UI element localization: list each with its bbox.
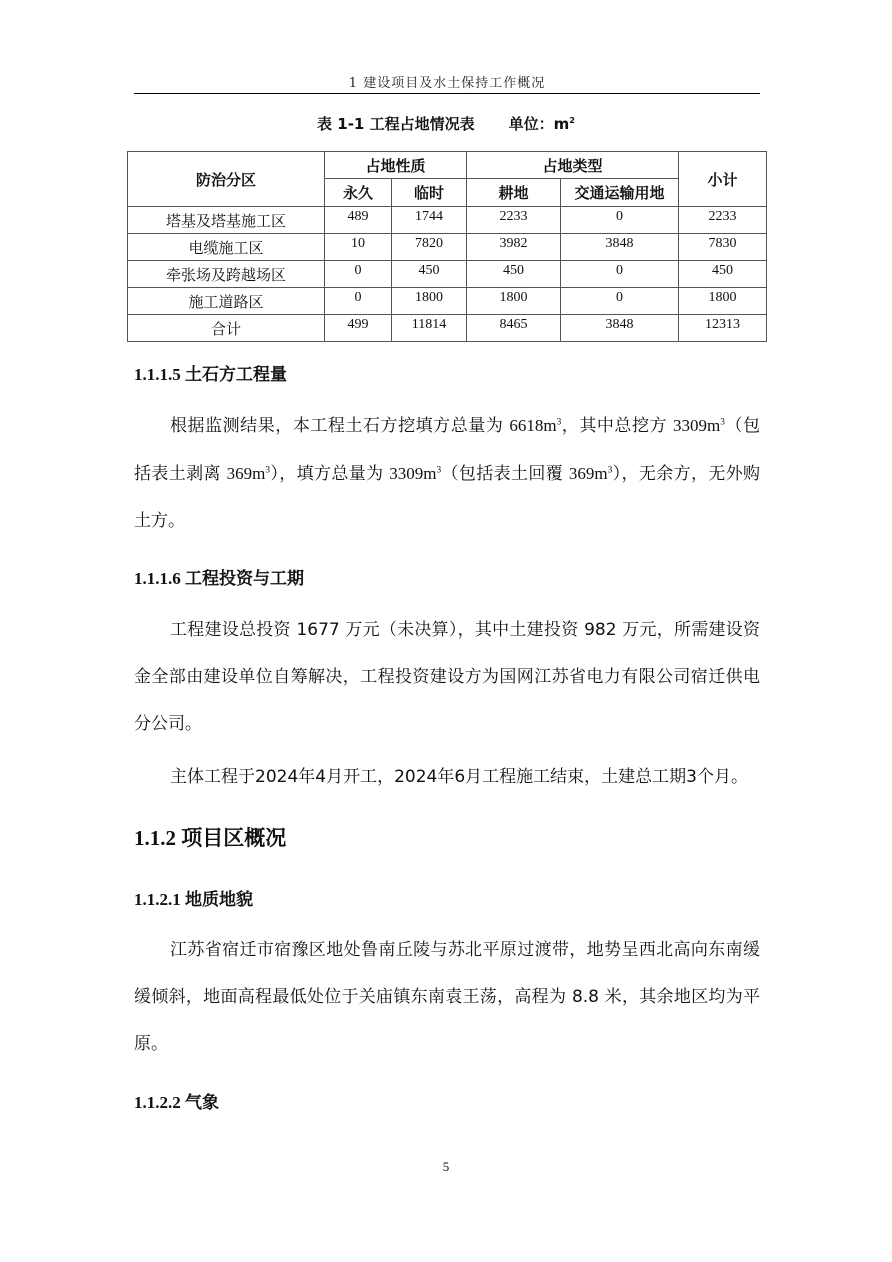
section-heading-1115 xyxy=(134,360,287,385)
section-heading-1116 xyxy=(134,564,304,589)
cell-farmland: 1800 xyxy=(467,288,561,315)
cell-subtotal: 7830 xyxy=(679,234,767,261)
header-group-nature: 占地性质 xyxy=(325,152,467,179)
section-number: 1.1.2.2 xyxy=(134,1093,181,1112)
earthwork-paragraph xyxy=(134,402,760,545)
cell-zone: 电缆施工区 xyxy=(128,234,325,261)
text-run: ），无余方，无外购土方。 xyxy=(134,464,761,531)
section-heading-1121 xyxy=(134,885,253,910)
header-permanent: 永久 xyxy=(325,179,392,207)
excavation-value: $3309m^3$ xyxy=(673,416,725,435)
cell-farmland: 450 xyxy=(467,261,561,288)
cell-zone: 牵张场及跨越场区 xyxy=(128,261,325,288)
section-number: 1.1.1.5 xyxy=(134,365,181,384)
header-transport: 交通运输用地 xyxy=(561,179,679,207)
fill-value: $3309m^3$ xyxy=(389,464,442,483)
cell-permanent: 10 xyxy=(325,234,392,261)
table-caption-unit-label: 单位：m xyxy=(508,115,570,133)
table-row-total xyxy=(128,315,767,342)
cell-subtotal: 12313 xyxy=(679,315,767,342)
cell-zone: 塔基及塔基施工区 xyxy=(128,207,325,234)
cell-transport: 3848 xyxy=(561,234,679,261)
table-caption-unit xyxy=(509,115,575,133)
text-run: （包括表土回覆 xyxy=(441,464,564,484)
cell-temporary: 1800 xyxy=(392,288,467,315)
header-farmland: 耕地 xyxy=(467,179,561,207)
cell-temporary: 1744 xyxy=(392,207,467,234)
text-run: 根据监测结果，本工程土石方挖填方总量为 xyxy=(170,416,504,436)
investment-paragraph: 工程建设总投资 1677 万元（未决算），其中土建投资 982 万元，所需建设资金全部由建设单位自筹解决，工程投资建设方为国网江苏省电力有限公司宿迁供电分公司。 xyxy=(134,620,760,734)
cell-transport: 3848 xyxy=(561,315,679,342)
table-row xyxy=(128,234,767,261)
header-rule xyxy=(134,93,760,94)
cell-temporary: 450 xyxy=(392,261,467,288)
header-zone: 防治分区 xyxy=(128,152,325,207)
cell-zone: 施工道路区 xyxy=(128,288,325,315)
section-heading-112 xyxy=(134,822,286,852)
section-number: 1.1.2 xyxy=(134,826,176,850)
section-number: 1.1.2.1 xyxy=(134,890,181,909)
land-occupation-table xyxy=(127,151,767,342)
table-caption xyxy=(0,113,892,134)
topsoil-backfill-value: $369m^3$ xyxy=(568,464,613,483)
cell-permanent: 489 xyxy=(325,207,392,234)
header-temporary: 临时 xyxy=(392,179,467,207)
cell-farmland: 2233 xyxy=(467,207,561,234)
section-title: 气象 xyxy=(185,1093,219,1113)
header-subtotal: 小计 xyxy=(679,152,767,207)
cell-permanent: 0 xyxy=(325,288,392,315)
total-earthwork-value: $6618m^3$ xyxy=(509,416,562,435)
cell-transport: 0 xyxy=(561,261,679,288)
section-title: 土石方工程量 xyxy=(185,365,287,385)
table-row xyxy=(128,288,767,315)
cell-temporary: 11814 xyxy=(392,315,467,342)
geology-paragraph: 江苏省宿迁市宿豫区地处鲁南丘陵与苏北平原过渡带，地势呈西北高向东南缓缓倾斜，地面高程最低处位于关庙镇东南袁王荡，高程为 8.8 米，其余地区均为平原。 xyxy=(134,940,760,1054)
text-run: （包括表土剥离 xyxy=(134,416,761,484)
cell-subtotal: 1800 xyxy=(679,288,767,315)
cell-permanent: 0 xyxy=(325,261,392,288)
section-number: 1.1.1.6 xyxy=(134,569,181,588)
cell-subtotal: 2233 xyxy=(679,207,767,234)
cell-subtotal: 450 xyxy=(679,261,767,288)
text-run: ，其中总挖方 xyxy=(561,416,668,436)
text-run: ），填方总量为 xyxy=(270,464,384,484)
topsoil-stripping-value: $369m^3$ xyxy=(226,464,271,483)
table-caption-title: 表 1-1 工程占地情况表 xyxy=(317,115,475,133)
table-row xyxy=(128,261,767,288)
cell-zone: 合计 xyxy=(128,315,325,342)
cell-transport: 0 xyxy=(561,207,679,234)
section-title: 工程投资与工期 xyxy=(185,569,304,589)
section-title: 地质地貌 xyxy=(185,890,253,910)
section-heading-1122 xyxy=(134,1088,219,1113)
cell-farmland: 3982 xyxy=(467,234,561,261)
table-row xyxy=(128,207,767,234)
cell-permanent: 499 xyxy=(325,315,392,342)
schedule-paragraph: 主体工程于2024年4月开工，2024年6月工程施工结束，土建总工期3个月。 xyxy=(170,767,748,787)
cell-farmland: 8465 xyxy=(467,315,561,342)
running-header: 1 建设项目及水土保持工作概况 xyxy=(348,76,546,91)
page-number: 5 xyxy=(442,1159,450,1174)
cell-temporary: 7820 xyxy=(392,234,467,261)
header-group-type: 占地类型 xyxy=(467,152,679,179)
section-title: 项目区概况 xyxy=(181,826,287,850)
table-caption-unit-exponent: 2 xyxy=(569,115,575,125)
cell-transport: 0 xyxy=(561,288,679,315)
